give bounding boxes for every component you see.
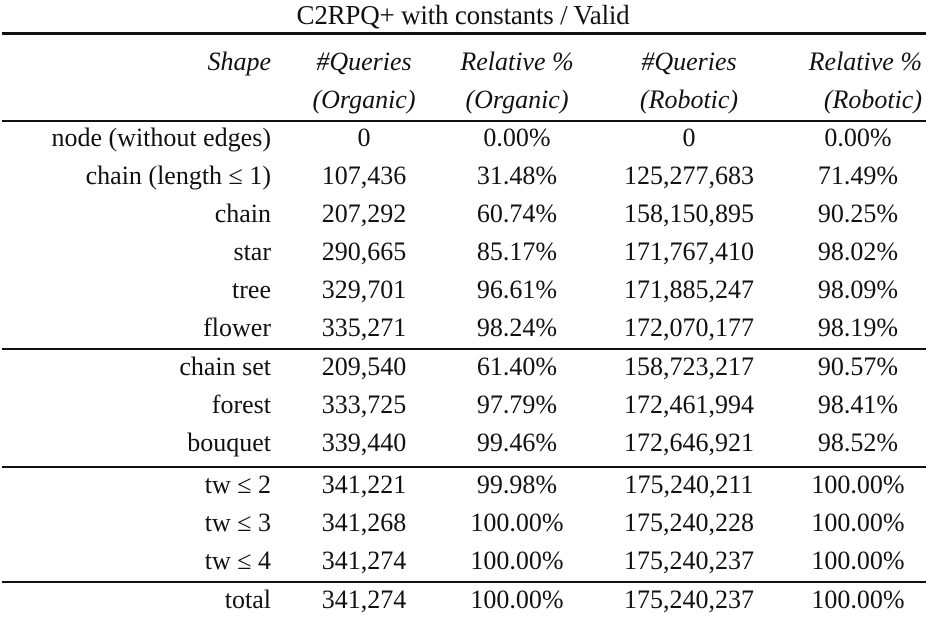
organic-relative-cell: 100.00% [470, 546, 564, 575]
organic-relative-cell: 61.40% [476, 352, 558, 381]
shape-cell: bouquet [187, 428, 271, 457]
organic-relative-cell: 31.48% [476, 161, 558, 190]
header-robotic-queries: #Queries [641, 47, 737, 76]
shape-cell: tw ≤ 4 [204, 546, 271, 575]
total-row [0, 581, 926, 619]
top-rule [2, 32, 926, 35]
organic-relative-cell: 0.00% [483, 123, 551, 152]
organic-queries-cell: 207,292 [321, 199, 407, 228]
organic-queries-cell: 209,540 [321, 352, 407, 381]
header-organic-relative: Relative % [460, 47, 574, 76]
table-row [0, 386, 926, 424]
organic-queries-cell: 335,271 [321, 313, 407, 342]
organic-relative-cell: 60.74% [476, 199, 558, 228]
table-row [0, 271, 926, 309]
shape-cell: tw ≤ 3 [204, 508, 271, 537]
organic-relative-cell: 97.79% [476, 390, 558, 419]
header-organic-relative-sub: (Organic) [465, 85, 569, 114]
robotic-relative-cell: 98.19% [817, 313, 899, 342]
robotic-relative-cell: 90.25% [817, 199, 899, 228]
robotic-relative-cell: 71.49% [817, 161, 899, 190]
table-row [0, 195, 926, 233]
table-row [0, 119, 926, 157]
table-row [0, 157, 926, 195]
robotic-relative-cell: 98.41% [817, 390, 899, 419]
header-row-2 [0, 81, 926, 119]
robotic-relative-cell: 98.09% [817, 275, 899, 304]
robotic-queries-cell: 175,240,228 [624, 508, 754, 537]
robotic-queries-cell: 175,240,237 [624, 585, 754, 614]
robotic-queries-cell: 158,723,217 [624, 352, 754, 381]
header-organic-queries-sub: (Organic) [312, 85, 416, 114]
table-row [0, 542, 926, 580]
organic-queries-cell: 341,274 [321, 546, 407, 575]
organic-relative-cell: 99.46% [476, 428, 558, 457]
organic-queries-cell: 329,701 [321, 275, 407, 304]
robotic-relative-cell: 98.52% [817, 428, 899, 457]
robotic-queries-cell: 125,277,683 [624, 161, 754, 190]
robotic-queries-cell: 0 [682, 123, 696, 152]
robotic-relative-cell: 100.00% [811, 546, 905, 575]
table-row [0, 424, 926, 462]
organic-queries-cell: 341,268 [321, 508, 407, 537]
organic-queries-cell: 0 [357, 123, 371, 152]
organic-relative-cell: 99.98% [476, 470, 558, 499]
table-row [0, 504, 926, 542]
robotic-relative-cell: 100.00% [811, 585, 905, 614]
shape-cell: forest [211, 390, 271, 419]
shape-cell: flower [203, 313, 271, 342]
organic-relative-cell: 98.24% [476, 313, 558, 342]
shape-cell: star [233, 237, 271, 266]
robotic-queries-cell: 172,461,994 [624, 390, 754, 419]
shape-cell: node (without edges) [51, 123, 271, 152]
robotic-relative-cell: 100.00% [811, 470, 905, 499]
organic-relative-cell: 100.00% [470, 585, 564, 614]
robotic-relative-cell: 100.00% [811, 508, 905, 537]
shape-cell: tree [232, 275, 271, 304]
shape-cell: chain [214, 199, 271, 228]
table-row [0, 466, 926, 504]
robotic-relative-cell: 90.57% [817, 352, 899, 381]
header-robotic-queries-sub: (Robotic) [639, 85, 739, 114]
organic-relative-cell: 100.00% [470, 508, 564, 537]
robotic-queries-cell: 175,240,237 [624, 546, 754, 575]
robotic-queries-cell: 171,767,410 [624, 237, 754, 266]
organic-queries-cell: 290,665 [321, 237, 407, 266]
header-shape: Shape [207, 47, 271, 76]
robotic-relative-cell: 98.02% [817, 237, 899, 266]
organic-queries-cell: 341,221 [321, 470, 407, 499]
shape-cell: tw ≤ 2 [204, 470, 271, 499]
robotic-queries-cell: 172,070,177 [624, 313, 754, 342]
organic-queries-cell: 107,436 [321, 161, 407, 190]
robotic-queries-cell: 175,240,211 [624, 470, 754, 499]
robotic-queries-cell: 158,150,895 [624, 199, 754, 228]
robotic-relative-cell: 0.00% [824, 123, 892, 152]
robotic-queries-cell: 172,646,921 [624, 428, 754, 457]
header-robotic-relative-sub: (Robotic) [823, 85, 922, 114]
robotic-queries-cell: 171,885,247 [624, 275, 754, 304]
header-robotic-relative: Relative % [808, 47, 922, 76]
shape-cell: chain (length ≤ 1) [85, 161, 271, 190]
table-row [0, 233, 926, 271]
organic-relative-cell: 96.61% [476, 275, 558, 304]
organic-queries-cell: 341,274 [321, 585, 407, 614]
header-organic-queries: #Queries [316, 47, 412, 76]
shape-cell: total [224, 585, 271, 614]
organic-queries-cell: 333,725 [321, 390, 407, 419]
shape-cell: chain set [179, 352, 271, 381]
header-row-1 [0, 43, 926, 81]
table-row [0, 309, 926, 347]
table-caption: C2RPQ+ with constants / Valid [296, 0, 630, 30]
table-row [0, 348, 926, 386]
organic-relative-cell: 85.17% [476, 237, 558, 266]
organic-queries-cell: 339,440 [321, 428, 407, 457]
